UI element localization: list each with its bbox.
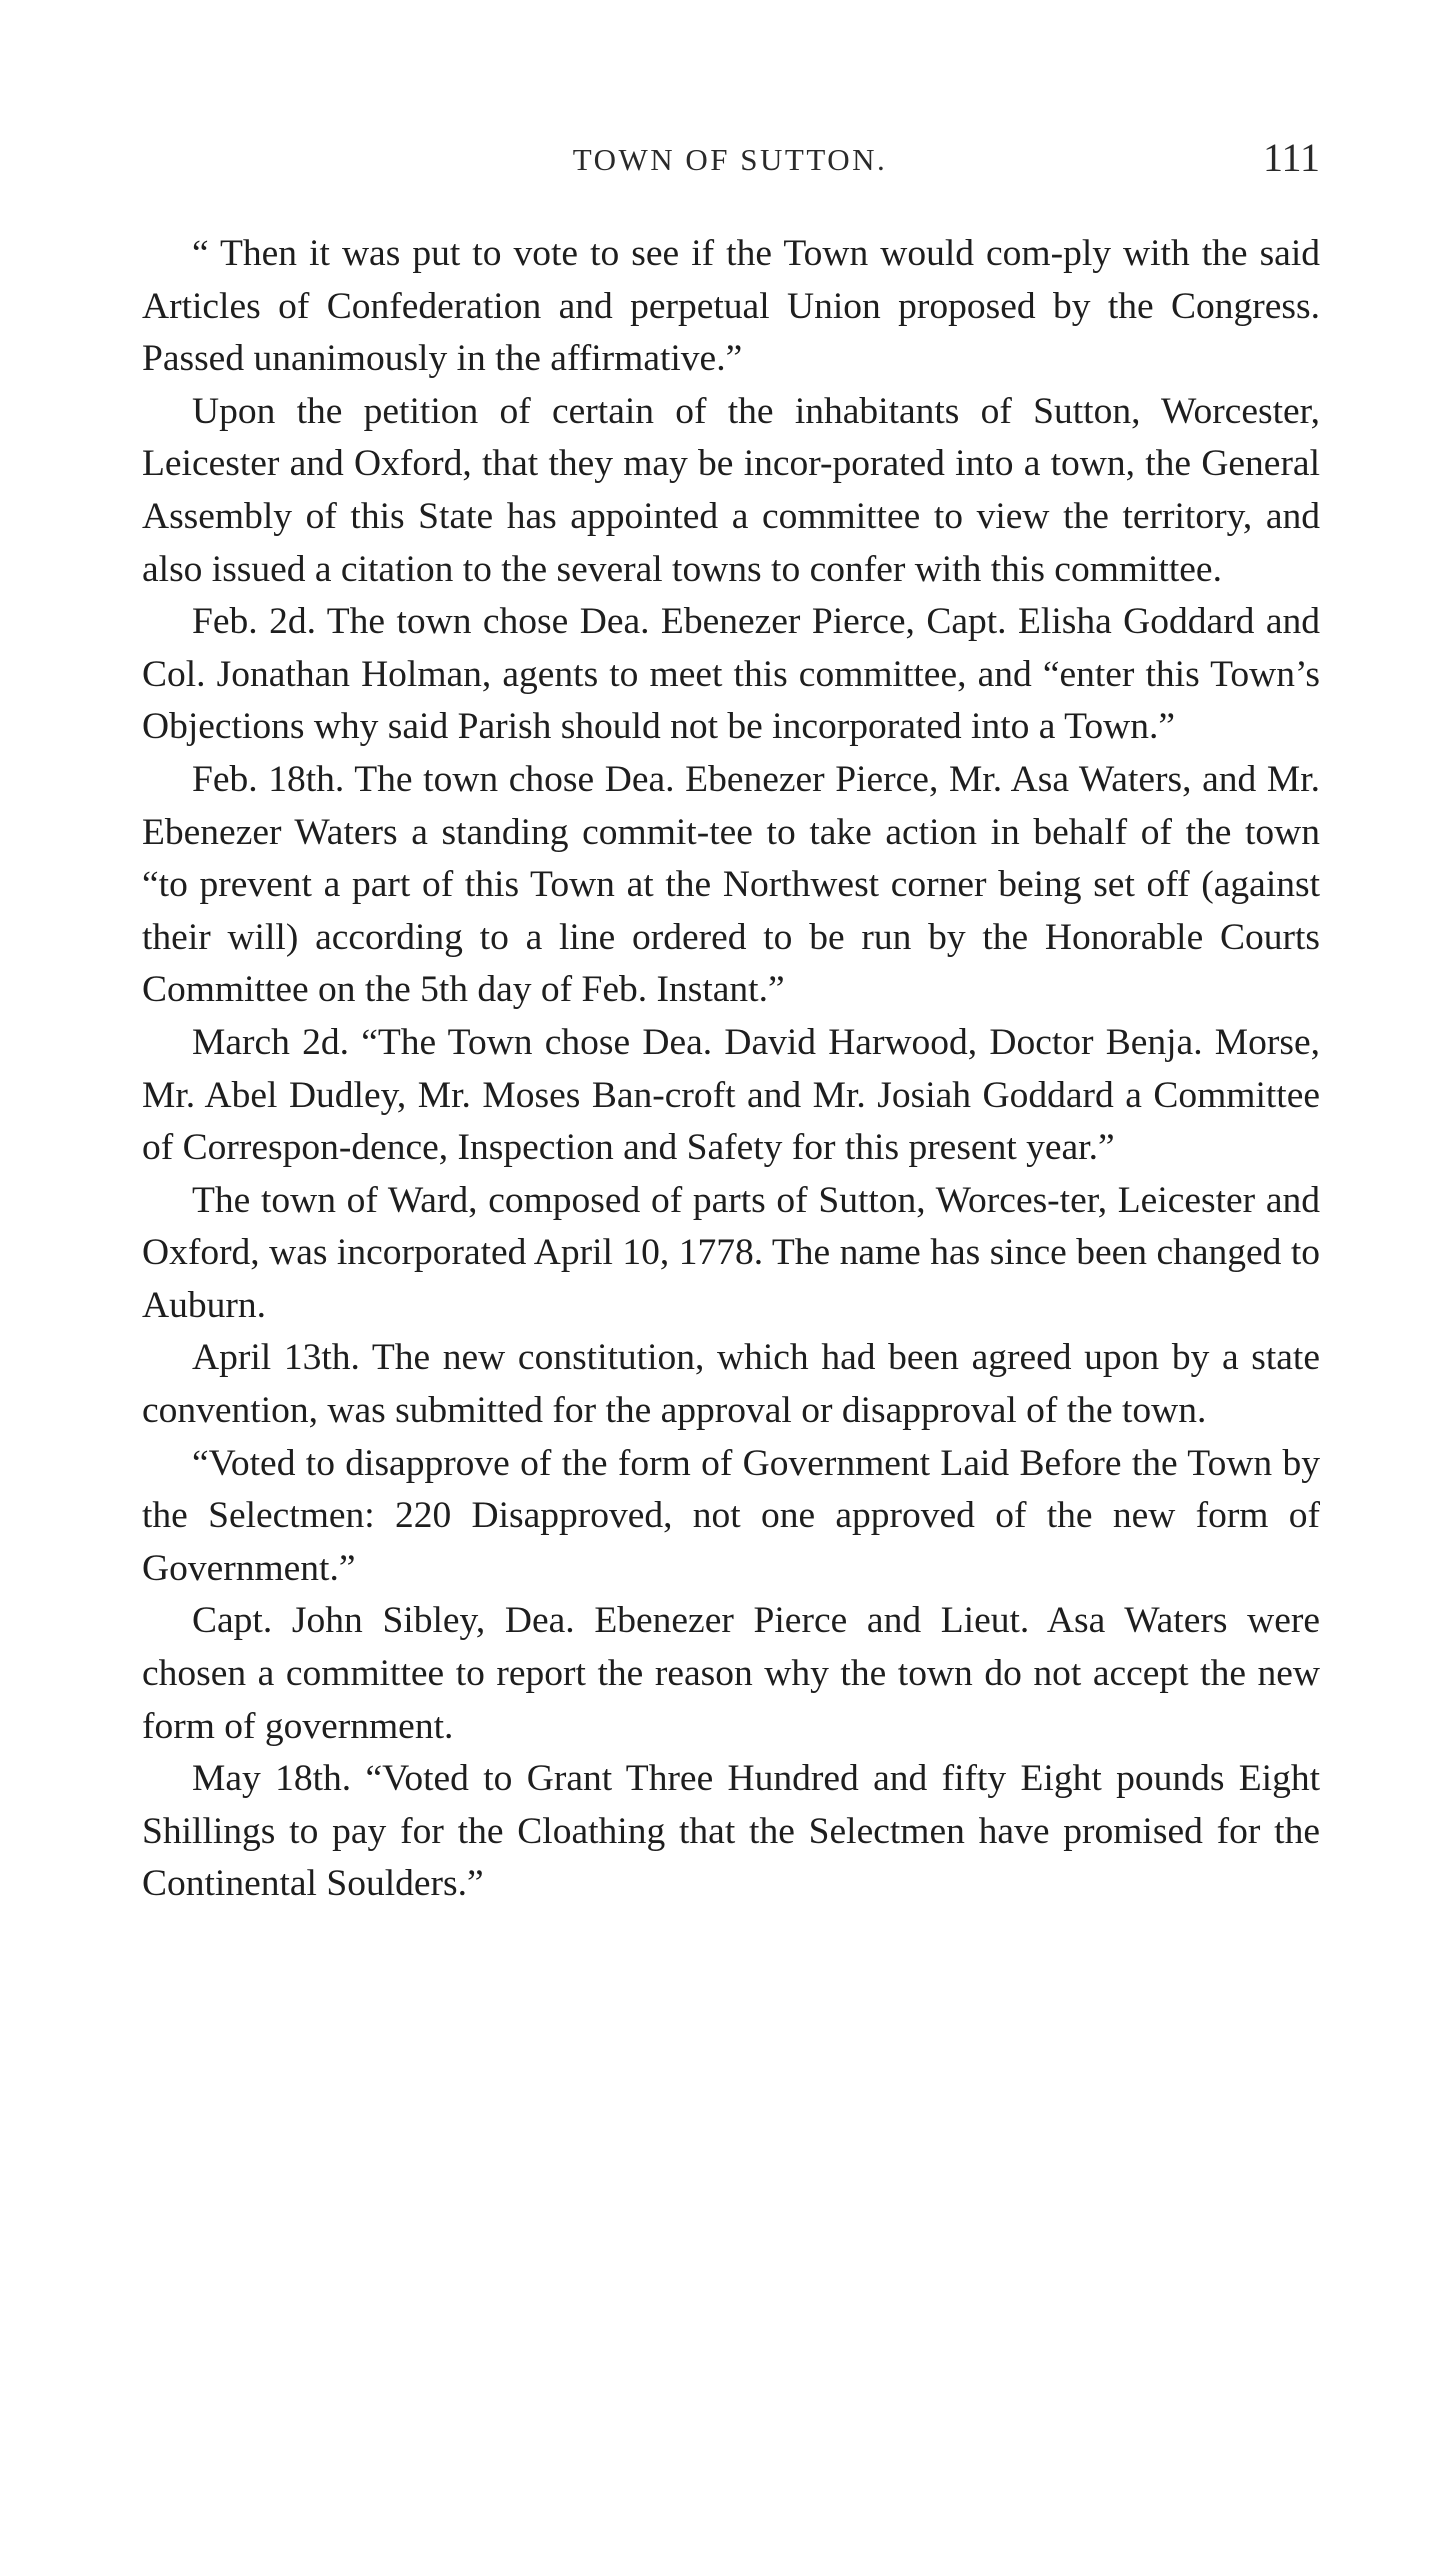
- paragraph-feb-2d: Feb. 2d. The town chose Dea. Ebenezer Pierce, Capt. Elisha Goddard and Col. Jonathan Holman, agents to meet this committee, and “enter this Town’s Objections why said Parish should not be incorporated into a Town.”: [142, 601, 1320, 748]
- body-text: [142, 228, 1320, 1911]
- paragraph-petition: Upon the petition of certain of the inhabitants of Sutton, Worcester, Leicester and Oxford, that they may be incor-porated into a town, the General Assembly of this State has appointed a committee to view the territory, and also issued a citation to the several towns to confer with this committee.: [142, 390, 1320, 590]
- running-title: TOWN OF SUTTON.: [572, 142, 888, 177]
- paragraph-committee-report: Capt. John Sibley, Dea. Ebenezer Pierce and Lieut. Asa Waters were chosen a committee to report the reason why the town do not accept the new form of government.: [142, 1600, 1320, 1747]
- page-number: 111: [1262, 135, 1320, 180]
- paragraph-town-of-ward: The town of Ward, composed of parts of Sutton, Worces-ter, Leicester and Oxford, was incorporated April 10, 1778. The name has since been changed to Auburn.: [142, 1179, 1320, 1326]
- paragraph-march-2d: March 2d. “The Town chose Dea. David Harwood, Doctor Benja. Morse, Mr. Abel Dudley, Mr. Moses Ban-croft and Mr. Josiah Goddard a Committee of Correspon-dence, Inspection and Safety for this present year.”: [142, 1021, 1320, 1169]
- paragraph-voted-disapprove: “Voted to disapprove of the form of Government Laid Before the Town by the Selectmen: 220 Disapproved, not one approved of the new form of Government.”: [142, 1442, 1320, 1589]
- running-head: [140, 128, 1320, 188]
- paragraph-confederation-vote: “ Then it was put to vote to see if the Town would com-ply with the said Articles of Confederation and perpetual Union proposed by the Congress. Passed unanimously in the affirmative.”: [142, 233, 1320, 380]
- paragraph-may-18th: May 18th. “Voted to Grant Three Hundred and fifty Eight pounds Eight Shillings to pay for the Cloathing that the Selectmen have promised for the Continental Soulders.”: [142, 1758, 1320, 1905]
- paragraph-april-13th: April 13th. The new constitution, which had been agreed upon by a state convention, was submitted for the approval or disapproval of the town.: [142, 1337, 1320, 1432]
- paragraph-feb-18th: Feb. 18th. The town chose Dea. Ebenezer Pierce, Mr. Asa Waters, and Mr. Ebenezer Waters a standing commit-tee to take action in behalf of the town “to prevent a part of this Town at the Northwest corner being set off (against their will) according to a line ordered to be run by the Honorable Courts Committee on the 5th day of Feb. Instant.”: [142, 758, 1320, 1011]
